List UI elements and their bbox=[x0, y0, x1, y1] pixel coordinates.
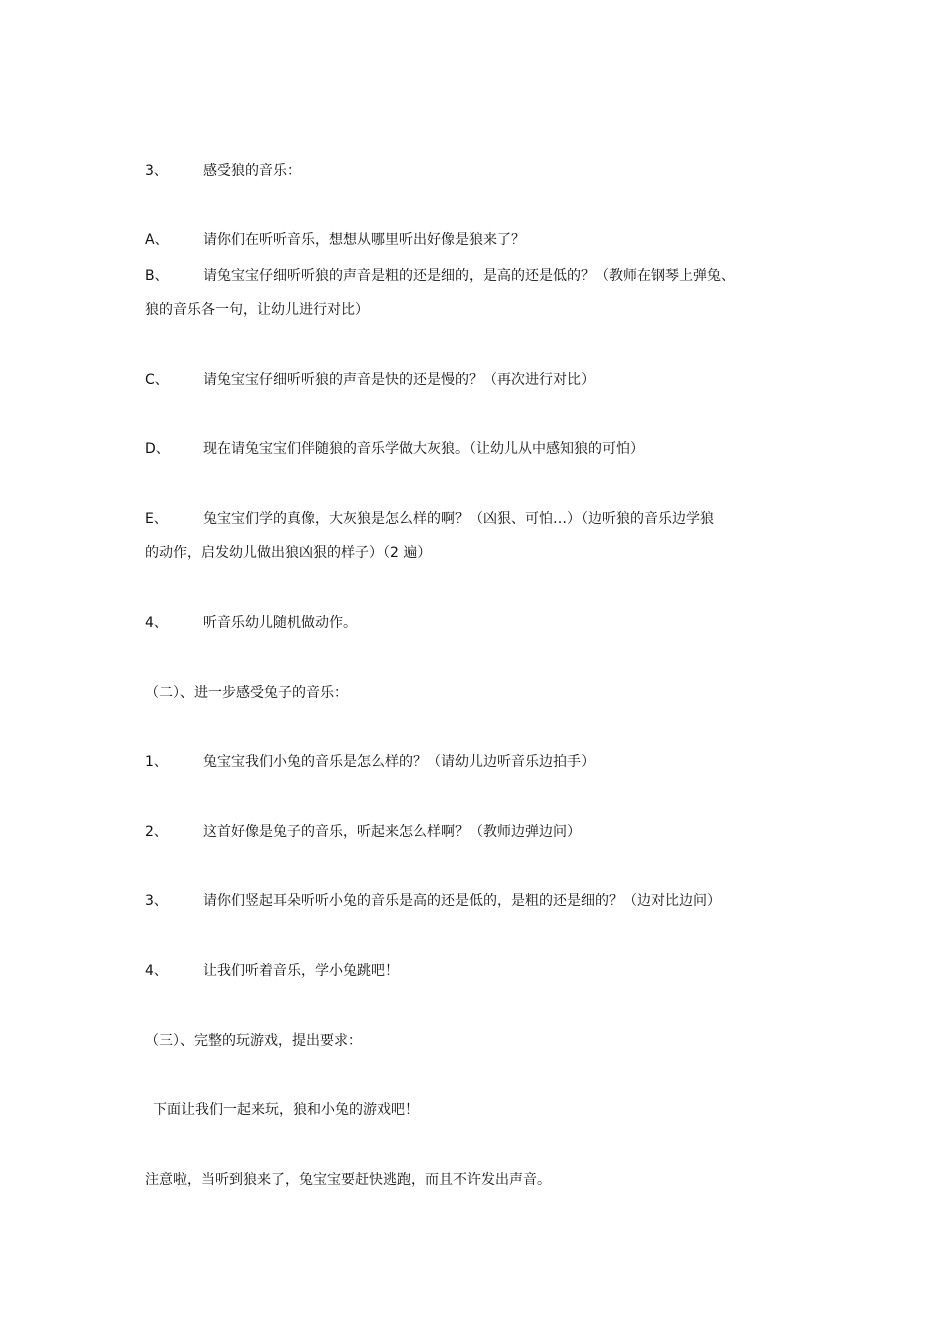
list-text: 兔宝宝我们小兔的音乐是怎么样的？（请幼儿边听音乐边拍手） bbox=[203, 754, 595, 770]
list-text: 现在请兔宝宝们伴随狼的音乐学做大灰狼。（让幼儿从中感知狼的可怕） bbox=[203, 441, 644, 457]
paragraph-text: 注意啦，当听到狼来了，兔宝宝要赶快逃跑，而且不许发出声音。 bbox=[145, 1172, 551, 1188]
list-text: 这首好像是兔子的音乐，听起来怎么样啊？（教师边弹边问） bbox=[203, 824, 581, 840]
list-text: 听音乐幼儿随机做动作。 bbox=[203, 615, 357, 631]
list-marker: A、 bbox=[145, 232, 169, 248]
section-heading-text: （三）、完整的玩游戏，提出要求： bbox=[145, 1033, 362, 1049]
list-marker: B、 bbox=[145, 268, 169, 284]
list-text: 兔宝宝们学的真像，大灰狼是怎么样的啊？（凶狠、可怕…）（边听狼的音乐边学狼 bbox=[203, 511, 714, 527]
list-marker: 4、 bbox=[145, 615, 168, 631]
paragraph-text: 下面让我们一起来玩，狼和小兔的游戏吧！ bbox=[153, 1102, 419, 1118]
list-marker: C、 bbox=[145, 372, 169, 388]
list-marker: 1、 bbox=[145, 754, 168, 770]
list-text: 请你们在听听音乐，想想从哪里听出好像是狼来了？ bbox=[203, 232, 525, 248]
list-text: 请兔宝宝仔细听听狼的声音是粗的还是细的，是高的还是低的？（教师在钢琴上弹兔、 bbox=[203, 268, 735, 284]
list-text: 狼的音乐各一句，让幼儿进行对比） bbox=[145, 302, 369, 318]
section-heading-text: （二）、进一步感受兔子的音乐： bbox=[145, 685, 348, 701]
list-marker: 3、 bbox=[145, 163, 168, 179]
list-text: 让我们听着音乐，学小兔跳吧！ bbox=[203, 963, 399, 979]
list-text: 请兔宝宝仔细听听狼的声音是快的还是慢的？（再次进行对比） bbox=[203, 372, 595, 388]
list-marker: 3、 bbox=[145, 893, 168, 909]
list-marker: 2、 bbox=[145, 824, 168, 840]
list-text: 请你们竖起耳朵听听小兔的音乐是高的还是低的，是粗的还是细的？（边对比边问） bbox=[203, 893, 721, 909]
list-text: 的动作，启发幼儿做出狼凶狠的样子）（2 遍） bbox=[145, 545, 432, 561]
list-marker: 4、 bbox=[145, 963, 168, 979]
list-text: 感受狼的音乐： bbox=[203, 163, 301, 179]
list-marker: E、 bbox=[145, 511, 168, 527]
list-marker: D、 bbox=[145, 441, 170, 457]
